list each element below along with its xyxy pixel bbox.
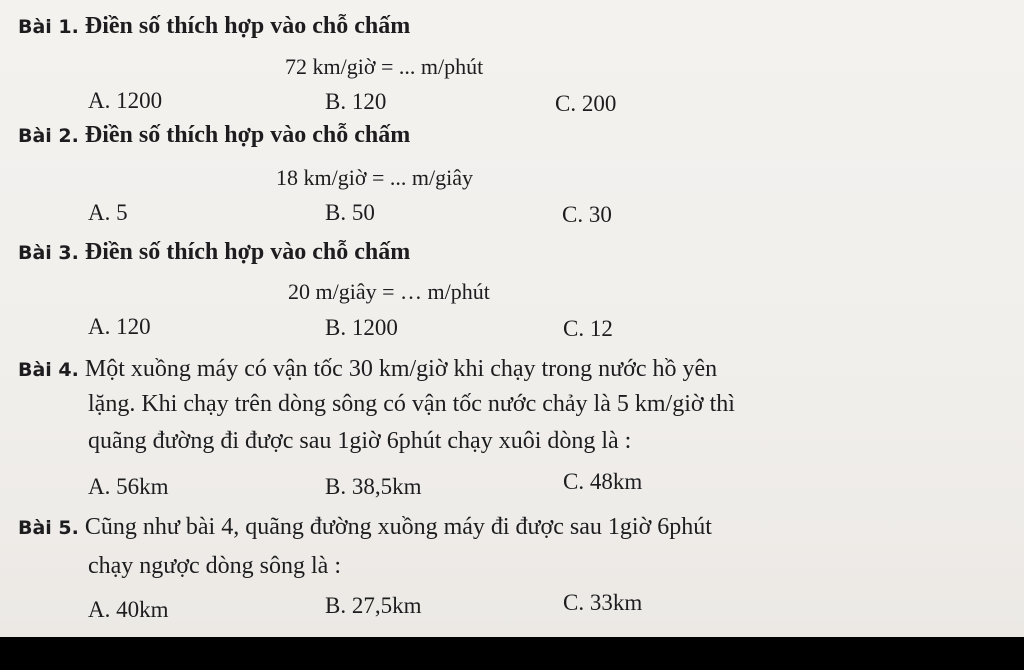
problem-5-text-1: Cũng như bài 4, quãng đường xuồng máy đi được sau 1giờ 6phút [84,514,712,540]
problem-2-option-b: B. 50 [325,200,375,225]
problem-3-label: Bài 3. [18,242,79,264]
problem-3-option-a: A. 120 [88,314,151,339]
problem-2-label: Bài 2. [18,125,79,147]
problem-2-option-a: A. 5 [88,200,128,225]
problem-2-option-c: C. 30 [562,202,612,227]
problem-5-option-c: C. 33km [563,590,643,615]
problem-4-text-1: Một xuồng máy có vận tốc 30 km/giờ khi chạy trong nước hồ yên [84,356,718,382]
problem-3-option-b: B. 1200 [325,315,398,340]
problem-4-option-b: B. 38,5km [325,474,422,499]
problem-5-label: Bài 5. [18,517,79,539]
problem-2-equation: 18 km/giờ = ... m/giây [276,165,473,190]
problem-1-option-a: A. 1200 [88,88,163,113]
problem-1-label: Bài 1. [18,16,79,38]
problem-3-heading [18,238,410,267]
problem-4-label: Bài 4. [18,359,79,381]
problem-4-option-a: A. 56km [88,474,169,499]
problem-1-option-b: B. 120 [325,89,387,114]
problem-2-heading [18,121,410,150]
problem-1-title: Điền số thích hợp vào chỗ chấm [84,13,411,39]
problem-4-option-c: C. 48km [563,469,643,494]
problem-4-line-3: quãng đường đi được sau 1giờ 6phút chạy xuôi dòng là : [88,428,632,454]
problem-2-title: Điền số thích hợp vào chỗ chấm [84,122,411,148]
problem-5-line-2: chạy ngược dòng sông là : [88,553,341,579]
problem-5-option-a: A. 40km [88,597,169,622]
problem-3-option-c: C. 12 [563,316,613,341]
problem-5-line-1 [18,513,712,542]
problem-1-heading [18,12,410,41]
problem-5-option-b: B. 27,5km [325,593,422,618]
problem-4-line-1 [18,355,717,384]
bottom-black-bar [0,637,1024,670]
problem-1-equation: 72 km/giờ = ... m/phút [285,54,484,79]
problem-1-option-c: C. 200 [555,91,617,116]
problem-3-title: Điền số thích hợp vào chỗ chấm [84,239,411,265]
problem-4-line-2: lặng. Khi chạy trên dòng sông có vận tốc nước chảy là 5 km/giờ thì [88,391,735,417]
problem-3-equation: 20 m/giây = … m/phút [288,279,490,304]
